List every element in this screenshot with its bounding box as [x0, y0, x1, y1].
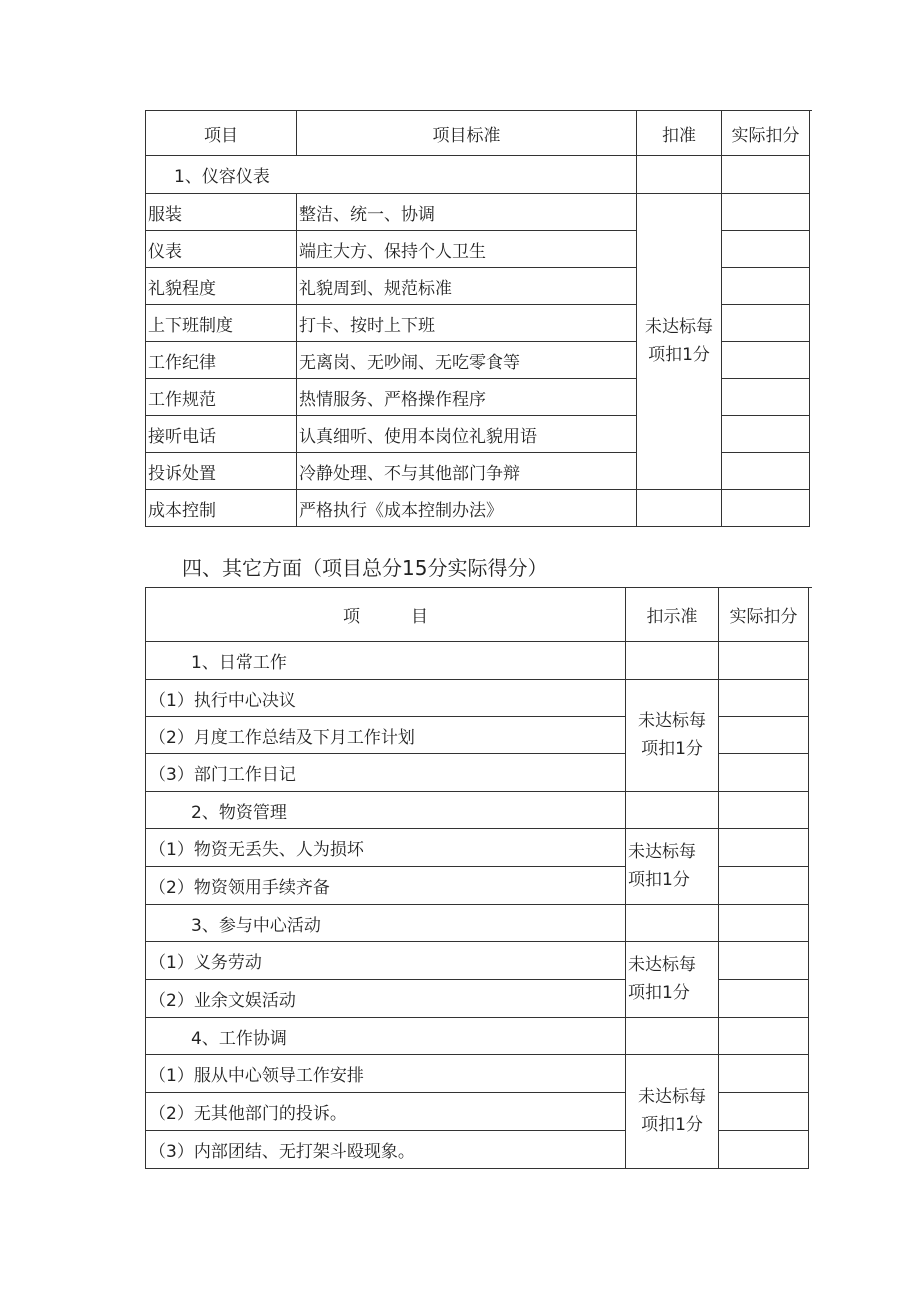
- deduction-rule: 未达标每项扣1分: [626, 829, 719, 905]
- actual-deduction-cell[interactable]: [719, 980, 809, 1018]
- actual-deduction-cell[interactable]: [719, 792, 809, 829]
- actual-deduction-cell[interactable]: [722, 305, 810, 342]
- deduction-rule: 未达标每项扣1分: [626, 680, 719, 792]
- group-title: 4、工作协调: [146, 1018, 626, 1055]
- item-label: 礼貌程度: [146, 268, 297, 305]
- item-label: 工作纪律: [146, 342, 297, 379]
- group-item: （1）执行中心决议: [146, 680, 626, 717]
- actual-deduction-cell[interactable]: [719, 905, 809, 942]
- item-label: 投诉处置: [146, 453, 297, 490]
- item-label: 服装: [146, 194, 297, 231]
- deduct-cell: [626, 642, 719, 680]
- item-label: 仪表: [146, 231, 297, 268]
- item-standard: 礼貌周到、规范标准: [297, 268, 637, 305]
- group-item: （3）部门工作日记: [146, 754, 626, 792]
- header-item: 项目: [146, 111, 297, 156]
- actual-deduction-cell[interactable]: [719, 680, 809, 717]
- section-heading: 四、其它方面（项目总分15分实际得分）: [182, 556, 548, 580]
- header-deduct: 扣示准: [626, 588, 719, 642]
- item-label: 上下班制度: [146, 305, 297, 342]
- item-label: 接听电话: [146, 416, 297, 453]
- actual-deduction-cell[interactable]: [719, 717, 809, 754]
- group-item: （2）无其他部门的投诉。: [146, 1093, 626, 1131]
- deduct-cell: [626, 792, 719, 829]
- item-standard: 冷静处理、不与其他部门争辩: [297, 453, 637, 490]
- appearance-table: [145, 110, 812, 527]
- item-standard: 认真细听、使用本岗位礼貌用语: [297, 416, 637, 453]
- deduction-rule: 未达标每项扣1分: [626, 1055, 719, 1169]
- item-standard: 整洁、统一、协调: [297, 194, 637, 231]
- deduct-cell: [637, 156, 722, 194]
- actual-deduction-cell[interactable]: [722, 416, 810, 453]
- item-standard: 端庄大方、保持个人卫生: [297, 231, 637, 268]
- actual-deduction-cell[interactable]: [722, 194, 810, 231]
- actual-deduction-cell[interactable]: [722, 453, 810, 490]
- header-actual-deduction: 实际扣分: [722, 111, 810, 156]
- group-item: （1）服从中心领导工作安排: [146, 1055, 626, 1093]
- actual-deduction-cell[interactable]: [722, 490, 810, 527]
- item-standard: 无离岗、无吵闹、无吃零食等: [297, 342, 637, 379]
- group-item: （2）业余文娱活动: [146, 980, 626, 1018]
- item-standard: 打卡、按时上下班: [297, 305, 637, 342]
- group-item: （2）月度工作总结及下月工作计划: [146, 717, 626, 754]
- header-standard: 项目标准: [297, 111, 637, 156]
- header-actual-deduction: 实际扣分: [719, 588, 809, 642]
- group-item: （2）物资领用手续齐备: [146, 867, 626, 905]
- actual-deduction-cell[interactable]: [719, 942, 809, 980]
- deduct-cell: [626, 905, 719, 942]
- actual-deduction-cell[interactable]: [719, 1055, 809, 1093]
- header-deduct: 扣准: [637, 111, 722, 156]
- deduct-cell: [637, 490, 722, 527]
- deduction-rule: 未达标每项扣1分: [626, 942, 719, 1018]
- actual-deduction-cell[interactable]: [719, 867, 809, 905]
- actual-deduction-cell[interactable]: [719, 1093, 809, 1131]
- group-item: （1）义务劳动: [146, 942, 626, 980]
- group-title: 2、物资管理: [146, 792, 626, 829]
- header-item: 项 目: [146, 588, 626, 642]
- deduction-rule: 未达标每项扣1分: [637, 194, 722, 490]
- other-aspects-table: [145, 587, 812, 1169]
- group-item: （1）物资无丢失、人为损坏: [146, 829, 626, 867]
- item-label: 工作规范: [146, 379, 297, 416]
- deduct-cell: [626, 1018, 719, 1055]
- actual-deduction-cell[interactable]: [719, 754, 809, 792]
- actual-deduction-cell[interactable]: [722, 231, 810, 268]
- group-title: 1、日常工作: [146, 642, 626, 680]
- item-label: 成本控制: [146, 490, 297, 527]
- group-item: （3）内部团结、无打架斗殴现象。: [146, 1131, 626, 1169]
- actual-deduction-cell[interactable]: [719, 1131, 809, 1169]
- group-title: 3、参与中心活动: [146, 905, 626, 942]
- actual-deduction-cell[interactable]: [719, 1018, 809, 1055]
- actual-deduction-cell[interactable]: [722, 379, 810, 416]
- actual-deduction-cell[interactable]: [722, 156, 810, 194]
- item-standard: 热情服务、严格操作程序: [297, 379, 637, 416]
- actual-deduction-cell[interactable]: [719, 642, 809, 680]
- item-standard: 严格执行《成本控制办法》: [297, 490, 637, 527]
- actual-deduction-cell[interactable]: [719, 829, 809, 867]
- section-title: 1、仪容仪表: [146, 156, 637, 194]
- actual-deduction-cell[interactable]: [722, 342, 810, 379]
- actual-deduction-cell[interactable]: [722, 268, 810, 305]
